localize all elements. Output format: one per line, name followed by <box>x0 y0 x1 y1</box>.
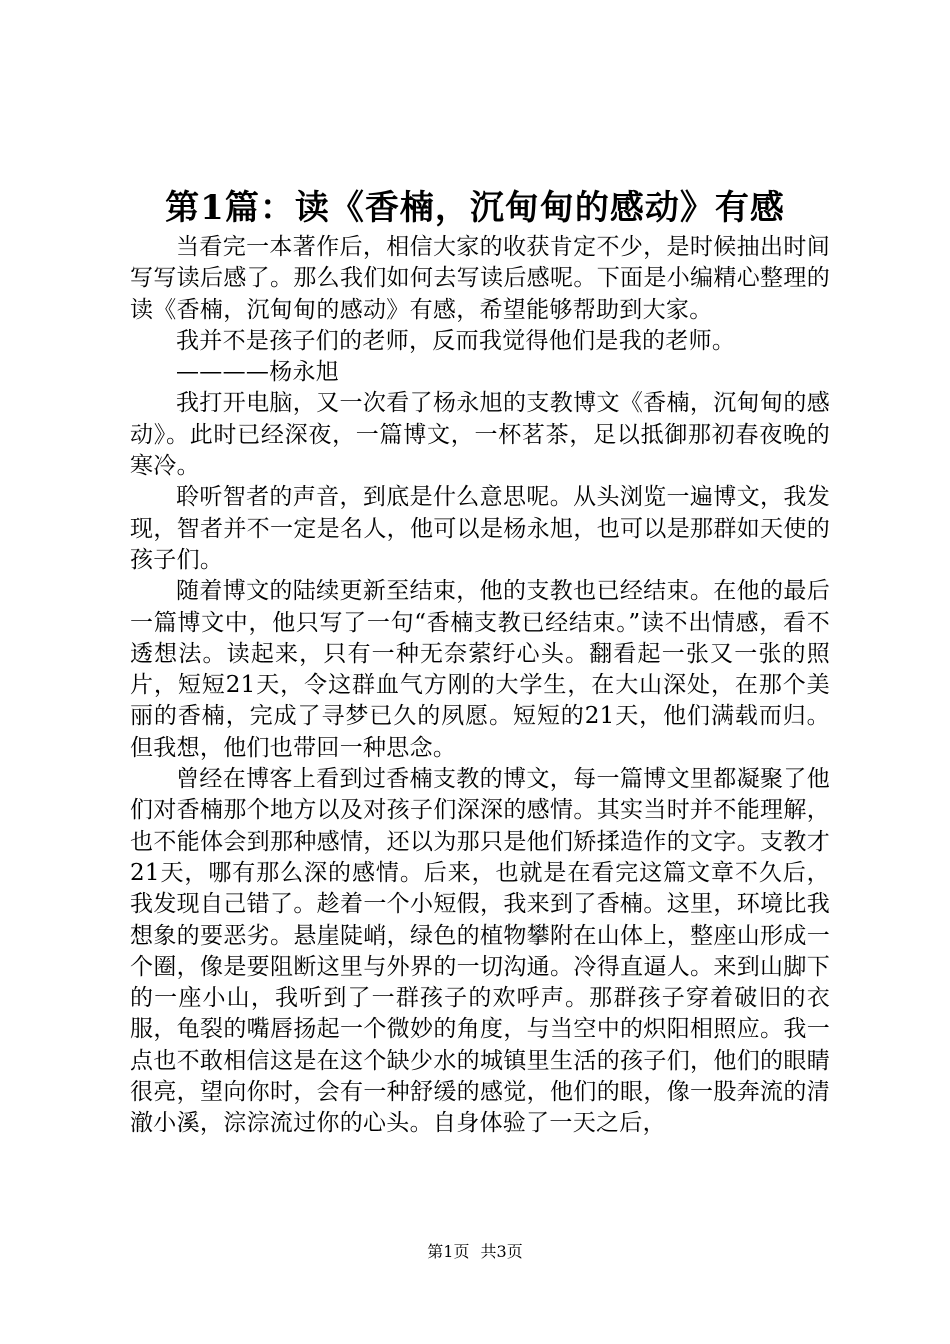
page-number-current: 第1页 <box>427 1242 470 1261</box>
document-title: 第1篇：读《香楠，沉甸甸的感动》有感 <box>165 188 785 228</box>
paragraph-intro: 当看完一本著作后，相信大家的收获肯定不少，是时候抽出时间写写读后感了。那么我们如何去写读后感呢。下面是小编精心整理的读《香楠，沉甸甸的感动》有感，希望能够帮助到大家。 <box>130 234 830 323</box>
paragraph-wise-voice: 聆听智者的声音，到底是什么意思呢。从头浏览一遍博文，我发现，智者并不一定是名人，他可以是杨永旭，也可以是那群如天使的孩子们。 <box>130 484 830 573</box>
page-number-total: 共3页 <box>480 1242 523 1261</box>
paragraph-visit-xiangnan: 曾经在博客上看到过香楠支教的博文，每一篇博文里都凝聚了他们对香楠那个地方以及对孩子们深深的感情。其实当时并不能理解，也不能体会到那种感情，还以为那只是他们矫揉造作的文字。支教才21天，哪有那么深的感情。后来，也就是在看完这篇文章不久后，我发现自己错了。趁着一个小短假，我来到了香楠。这里，环境比我想象的要恶劣。悬崖陡峭，绿色的植物攀附在山体上，整座山形成一个圈，像是要阻断这里与外界的一切沟通。冷得直逼人。来到山脚下的一座小山，我听到了一群孩子的欢呼声。那群孩子穿着破旧的衣服，龟裂的嘴唇扬起一个微妙的角度，与当空中的炽阳相照应。我一点也不敢相信这是在这个缺少水的城镇里生活的孩子们，他们的眼睛很亮，望向你时，会有一种舒缓的感觉，他们的眼，像一股奔流的清澈小溪，淙淙流过你的心头。自身体验了一天之后， <box>130 766 830 1137</box>
paragraph-quote-attribution: ————杨永旭 <box>176 359 340 386</box>
document-body <box>130 232 830 1140</box>
paragraph-blog-reading: 我打开电脑，又一次看了杨永旭的支教博文《香楠，沉甸甸的感动》。此时已经深夜，一篇博文，一杯茗茶，足以抵御那初春夜晚的寒冷。 <box>130 390 830 480</box>
page-footer <box>0 1241 950 1263</box>
paragraph-quote: 我并不是孩子们的老师，反而我觉得他们是我的老师。 <box>176 327 736 354</box>
paragraph-teaching-end: 随着博文的陆续更新至结束，他的支教也已经结束。在他的最后一篇博文中，他只写了一句“香楠支教已经结束。”读不出情感，看不透想法。读起来，只有一种无奈萦纡心头。翻看起一张又一张的照片，短短21天，令这群血气方刚的大学生，在大山深处，在那个美丽的香楠，完成了寻梦已久的夙愿。短短的21天，他们满载而归。但我想，他们也带回一种思念。 <box>130 578 830 761</box>
